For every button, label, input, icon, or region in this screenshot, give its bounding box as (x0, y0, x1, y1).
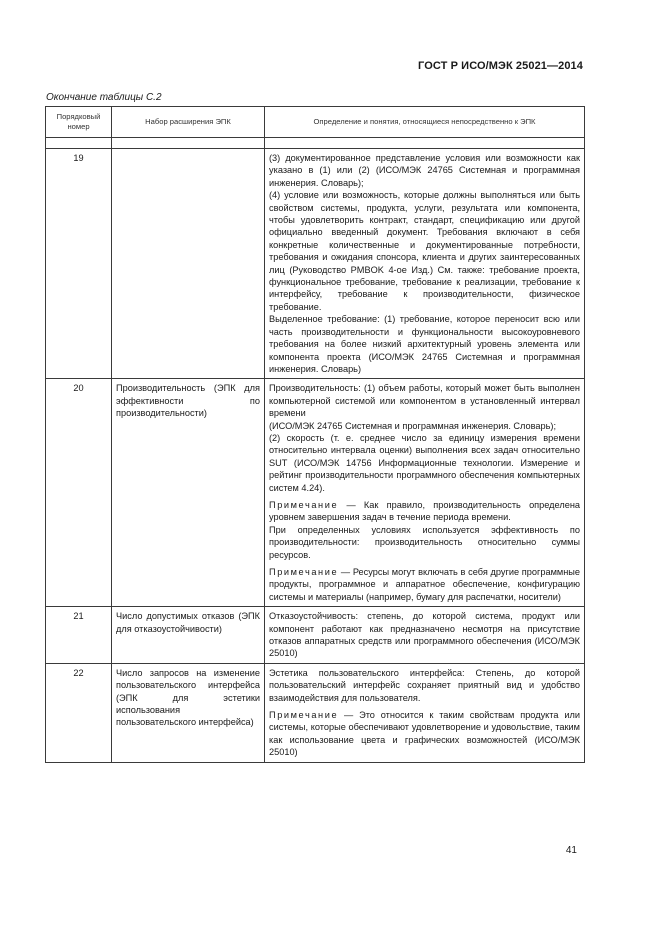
note-label: Примечание (269, 499, 339, 510)
definitions-table (45, 106, 585, 763)
note-extra: При определенных условиях используется эффективность по производительности: производительность относительно суммы ресурсов. (269, 524, 580, 560)
definition-paragraph: Производительность: (1) объем работы, который может быть выполнен компьютерной системой или компонентом в установленный интервал времени (269, 383, 580, 419)
page-number: 41 (565, 845, 577, 856)
row-number: 20 (46, 379, 112, 607)
note-text: — Это относится к таким свойствам продукта или системы, которые обеспечивают удовлетворение и удовольствие, таким как использование цвета и графических возможностей (ИСО/МЭК 25010) (269, 710, 580, 758)
standard-code: ГОСТ Р ИСО/МЭК 25021—2014 (418, 60, 583, 72)
definition-paragraph: (ИСО/МЭК 24765 Системная и программная инженерия. Словарь); (269, 420, 557, 431)
row-definition (265, 379, 585, 607)
definition-paragraph: (3) документированное представление условия или возможности как указано в (1) или (2) (ИСО/МЭК 24765 Системная и программная инженерия. Словарь); (269, 153, 580, 188)
note (269, 566, 580, 603)
note-text: — Ресурсы могут включать в себя другие программные продукты, программное и аппаратное обеспечение, конфигурацию системы и материалы (например, бумагу для распечатки, носители) (269, 567, 580, 602)
header-spacer-row (46, 138, 585, 149)
table-row (46, 379, 585, 607)
note-text: — Как правило, производительность определена уровнем завершения задач в течение периода времени. (269, 499, 580, 523)
note-label: Примечание (269, 710, 339, 721)
table-row (46, 149, 585, 379)
row-set: Число допустимых отказов (ЭПК для отказоустойчивости) (112, 607, 265, 664)
column-header-set: Набор расширения ЭПК (112, 107, 265, 138)
table-caption: Окончание таблицы С.2 (46, 92, 162, 103)
table-row (46, 663, 585, 762)
table-row (46, 607, 585, 664)
row-set: Производительность (ЭПК для эффективности по производительности) (112, 379, 265, 607)
row-definition (265, 663, 585, 762)
definition-paragraph: Выделенное требование: (1) требование, которое переносит всю или часть производительности и функциональности высокоуровневого требования на более низкий архитектурный уровень элемента или компонента проекта (ИСО/МЭК 24765 Системная и программная инженерия. Словарь) (269, 314, 580, 374)
definition-paragraph: Отказоустойчивость: степень, до которой система, продукт или компонент работают как предназначено несмотря на присутствие отказов аппаратных средств или программного обеспечения (ИСО/МЭК 25010) (269, 611, 580, 659)
row-number: 22 (46, 663, 112, 762)
table-header-row (46, 107, 585, 138)
row-definition (265, 607, 585, 664)
row-number: 19 (46, 149, 112, 379)
column-header-definition: Определение и понятия, относящиеся непосредственно к ЭПК (265, 107, 585, 138)
row-set: Число запросов на изменение пользовательского интерфейса (ЭПК для эстетики использования пользовательского интерфейса) (112, 663, 265, 762)
row-set (112, 149, 265, 379)
row-definition (265, 149, 585, 379)
column-header-number: Порядковый номер (46, 107, 112, 138)
definition-paragraph: (4) условие или возможность, которые должны выполняться или быть свойством системы, продукта, услуги, результата или компонента, чтобы удовлетворить контракт, стандарт, спецификацию или другой официально введенный документ. Требования включают в себя конкретные количественные и документированные потребности, требования и ожидания спонсора, клиента и других заинтересованных лиц (Руководство PMBOK 4-ое Изд.) См. также: требование проекта, функциональное требование, требование к реализации, требование к интерфейсу, требование к производительности, физическое требование. (269, 190, 580, 312)
definition-paragraph: Эстетика пользовательского интерфейса: Степень, до которой пользовательский интерфейс сохраняет приятный вид и удобство взаимодействия для пользователя. (269, 667, 580, 703)
row-number: 21 (46, 607, 112, 664)
note (269, 709, 580, 759)
note (269, 499, 580, 561)
note-label: Примечание (269, 567, 339, 577)
definition-paragraph: (2) скорость (т. е. среднее число за единицу измерения времени относительно интервала оценки) выполнения всех задач относительно SUT (ИСО/МЭК 14756 Информационные технологии. Измерение и рейтинг производительности программного обеспечения компьютерных систем 4.24). (269, 432, 580, 493)
